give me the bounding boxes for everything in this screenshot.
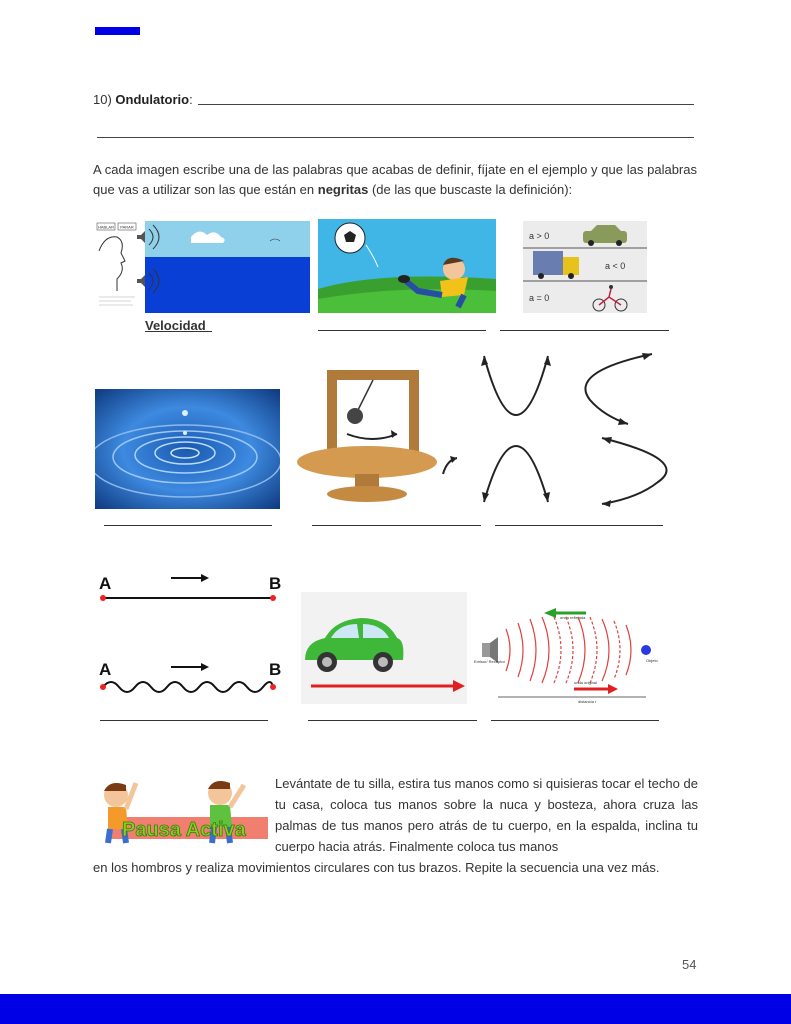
path-point-a-top: A [99,574,112,593]
instructions-text-2: (de las que buscaste la definición): [368,182,573,197]
answer-blank[interactable] [104,525,272,526]
page-number: 54 [682,957,697,972]
instructions-text-1: A cada imagen escribe una de las palabras que acabas de definir, fíjate en el ejemplo y que las palabras que vas a utilizar son las que están en [93,162,697,197]
answer-blank[interactable] [491,720,659,721]
answer-blank[interactable] [308,720,477,721]
pausa-activa-logo [96,773,271,851]
answer-blank[interactable] [100,720,268,721]
sonar-distance-label: distancia r [578,699,597,704]
pendulum-icon [297,364,467,506]
parabola-curves-icon [478,350,668,508]
green-car-icon [301,592,467,704]
sonar-object-label: Objeto [646,658,658,663]
path-point-a-bottom: A [99,660,112,679]
accel-zero-label: a = 0 [529,293,550,303]
sonar-original-label: onda original [574,680,597,685]
answer-blank[interactable] [500,330,669,331]
speech-label-parar: PARAR [120,224,134,230]
pausa-activa-text-continued: en los hombros y realiza movimientos circulares con tus brazos. Repite la secuencia una vez más. [93,860,660,875]
answer-blank[interactable] [495,525,663,526]
sonar-waves-icon [474,605,664,705]
question-term: Ondulatorio [115,92,190,107]
question-10 [93,92,193,107]
answer-blank[interactable] [145,331,212,332]
instructions-paragraph [93,160,697,200]
answer-blank[interactable] [312,525,481,526]
straight-and-wavy-path-icon [95,565,285,705]
vehicles-acceleration-icon [523,221,647,313]
sonar-reflected-label: onda reflejada [560,615,586,620]
speech-sound-waves-icon [95,221,310,313]
answer-line-2[interactable] [97,137,694,138]
question-number: 10) [93,92,112,107]
speech-label-hablar: HABLAR [97,224,115,230]
question-colon: : [189,92,193,107]
header-accent-bar [95,27,140,35]
soccer-kick-icon [318,219,496,313]
accel-positive-label: a > 0 [529,231,550,241]
answer-line-1[interactable] [198,104,694,105]
pausa-activa-logo-text: Pausa Activa [122,819,246,841]
path-point-b-top: B [269,574,282,593]
instructions-bold: negritas [317,182,369,197]
accel-negative-label: a < 0 [605,261,626,271]
pausa-activa-text: Levántate de tu silla, estira tus manos como si quisieras tocar el techo de tu casa, coloca tus manos sobre la nuca y bosteza, ahora cruza las palmas de tus manos pero atrás de tu cuerpo, en la espalda, inclina tu cuerpo hacia atrás. Finalmente coloca tus manos [275,776,698,854]
answer-blank[interactable] [318,330,486,331]
footer-bar [0,994,791,1024]
path-point-b-bottom: B [269,660,282,679]
sonar-emitter-label: Emisor/ Receptor [474,659,505,664]
water-ripple-icon [95,389,280,509]
example-answer: Velocidad [145,318,206,333]
